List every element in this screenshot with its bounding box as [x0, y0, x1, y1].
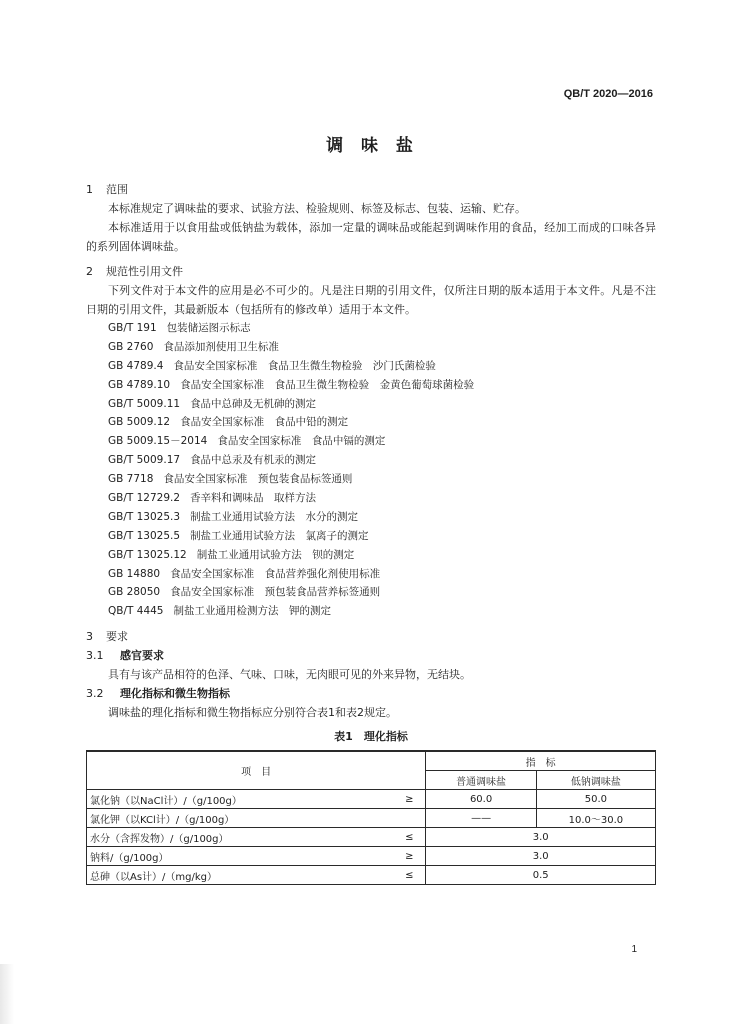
reference-item — [108, 470, 656, 489]
ref-name: 食品安全国家标准 预包装食品营养标签通则 — [170, 586, 381, 599]
row-value: 0.5 — [426, 866, 656, 885]
row-value-low-sodium: 50.0 — [536, 790, 655, 809]
header-item: 项 目 — [87, 751, 426, 790]
table-header-row — [87, 751, 656, 771]
paragraph: 具有与该产品相符的色泽、气味、口味，无肉眼可见的外来异物，无结块。 — [108, 668, 471, 682]
ref-name: 食品添加剂使用卫生标准 — [163, 340, 279, 353]
reference-item — [108, 565, 656, 584]
subsection-number: 3.1 — [86, 649, 104, 663]
scan-edge-shadow — [0, 964, 14, 1024]
reference-item — [108, 338, 656, 357]
ref-code: GB 28050 — [108, 586, 161, 599]
ref-code: GB/T 5009.11 — [108, 397, 181, 410]
row-operator: ≤ — [393, 866, 426, 885]
table-row — [87, 866, 656, 885]
ref-name: 食品安全国家标准 食品中镉的测定 — [217, 435, 386, 448]
paragraph: 调味盐的理化指标和微生物指标应分别符合表1和表2规定。 — [108, 706, 397, 720]
reference-item — [108, 432, 656, 451]
ref-code: GB 5009.12 — [108, 416, 171, 429]
row-operator — [393, 809, 426, 828]
reference-list — [108, 319, 656, 621]
subsection-title: 理化指标和微生物指标 — [120, 687, 230, 701]
reference-item — [108, 602, 656, 621]
ref-name: 包装储运图示标志 — [166, 322, 251, 334]
reference-item — [108, 489, 656, 508]
ref-name: 制盐工业通用试验方法 氯离子的测定 — [190, 529, 369, 542]
paragraph: 本标准适用于以食用盐或低钠盐为载体，添加一定量的调味品或能起到调味作用的食品，经加工而成的口味各异的系列固体调味盐。 — [86, 221, 656, 253]
section-number: 3 — [86, 630, 93, 644]
paragraph: 下列文件对于本文件的应用是必不可少的。凡是注日期的引用文件，仅所注日期的版本适用于本文件。凡是不注日期的引用文件，其最新版本（包括所有的修改单）适用于本文件。 — [86, 284, 656, 316]
page-number: 1 — [631, 944, 637, 955]
reference-item — [108, 508, 656, 527]
ref-code: GB/T 13025.5 — [108, 529, 181, 542]
section-title: 范围 — [106, 183, 128, 196]
reference-item — [108, 546, 656, 565]
reference-item — [108, 583, 656, 602]
reference-item — [108, 413, 656, 432]
ref-name: 食品安全国家标准 食品营养强化剂使用标准 — [170, 567, 381, 580]
ref-code: GB/T 12729.2 — [108, 492, 181, 505]
row-name: 钠料/（g/100g） — [87, 847, 394, 866]
table-caption: 表1 理化指标 — [334, 730, 408, 744]
ref-name: 制盐工业通用检测方法 钾的测定 — [173, 605, 331, 618]
table-row — [87, 828, 656, 847]
ref-code: GB/T 13025.3 — [108, 510, 181, 523]
ref-name: 食品中总汞及有机汞的测定 — [190, 454, 317, 467]
reference-item — [108, 357, 656, 376]
ref-code: GB 7718 — [108, 473, 154, 486]
ref-code: GB 4789.4 — [108, 359, 164, 372]
section-heading — [86, 180, 656, 199]
subsection-heading — [86, 646, 656, 665]
ref-code: GB 4789.10 — [108, 378, 171, 391]
section-heading — [86, 262, 656, 281]
ref-code: GB 2760 — [108, 340, 154, 353]
table-row — [87, 847, 656, 866]
section-title: 要求 — [106, 630, 128, 644]
reference-item — [108, 395, 656, 414]
document-title: 调 味 盐 — [326, 136, 419, 156]
ref-code: GB 5009.15－2014 — [108, 435, 208, 448]
row-value: 3.0 — [426, 847, 656, 866]
document-body — [86, 180, 656, 885]
row-value-ordinary: —— — [426, 809, 536, 828]
header-col-low-sodium: 低钠调味盐 — [536, 771, 655, 790]
section-title: 规范性引用文件 — [106, 265, 183, 278]
subsection-heading — [86, 684, 656, 703]
ref-code: GB 14880 — [108, 567, 161, 580]
row-name: 氯化钾（以KCl计）/（g/100g） — [87, 809, 394, 828]
header-col-ordinary: 普通调味盐 — [426, 771, 536, 790]
row-value-ordinary: 60.0 — [426, 790, 536, 809]
section-number: 2 — [86, 265, 93, 278]
subsection-title: 感官要求 — [120, 649, 164, 663]
row-operator: ≥ — [393, 847, 426, 866]
header-index: 指 标 — [426, 751, 656, 771]
ref-code: QB/T 4445 — [108, 605, 164, 618]
reference-item — [108, 527, 656, 546]
ref-name: 食品中总砷及无机砷的测定 — [190, 397, 317, 410]
ref-name: 制盐工业通用试验方法 水分的测定 — [190, 510, 359, 523]
ref-name: 食品安全国家标准 食品卫生微生物检验 沙门氏菌检验 — [173, 359, 436, 372]
section-number: 1 — [86, 183, 93, 196]
physicochemical-table — [86, 750, 656, 885]
ref-name: 食品安全国家标准 食品中铅的测定 — [180, 416, 349, 429]
row-name: 总砷（以As计）/（mg/kg） — [87, 866, 394, 885]
table-row — [87, 790, 656, 809]
row-value-low-sodium: 10.0～30.0 — [536, 809, 655, 828]
table-row — [87, 809, 656, 828]
ref-code: GB/T 191 — [108, 322, 157, 334]
row-name: 氯化钠（以NaCl计）/（g/100g） — [87, 790, 394, 809]
ref-name: 食品安全国家标准 预包装食品标签通则 — [163, 473, 353, 486]
ref-name: 制盐工业通用试验方法 钡的测定 — [196, 548, 355, 561]
row-value: 3.0 — [426, 828, 656, 847]
reference-item — [108, 376, 656, 395]
row-operator: ≥ — [393, 790, 426, 809]
section-heading — [86, 627, 656, 646]
row-operator: ≤ — [393, 828, 426, 847]
ref-code: GB/T 13025.12 — [108, 548, 187, 561]
ref-name: 食品安全国家标准 食品卫生微生物检验 金黄色葡萄球菌检验 — [180, 378, 475, 391]
paragraph: 本标准规定了调味盐的要求、试验方法、检验规则、标签及标志、包装、运输、贮存。 — [108, 202, 526, 215]
ref-name: 香辛料和调味品 取样方法 — [190, 492, 317, 505]
reference-item — [108, 451, 656, 470]
subsection-number: 3.2 — [86, 687, 104, 701]
ref-code: GB/T 5009.17 — [108, 454, 181, 467]
row-name: 水分（含挥发物）/（g/100g） — [87, 828, 394, 847]
reference-item — [108, 319, 656, 338]
standard-code: QB/T 2020—2016 — [563, 88, 653, 100]
